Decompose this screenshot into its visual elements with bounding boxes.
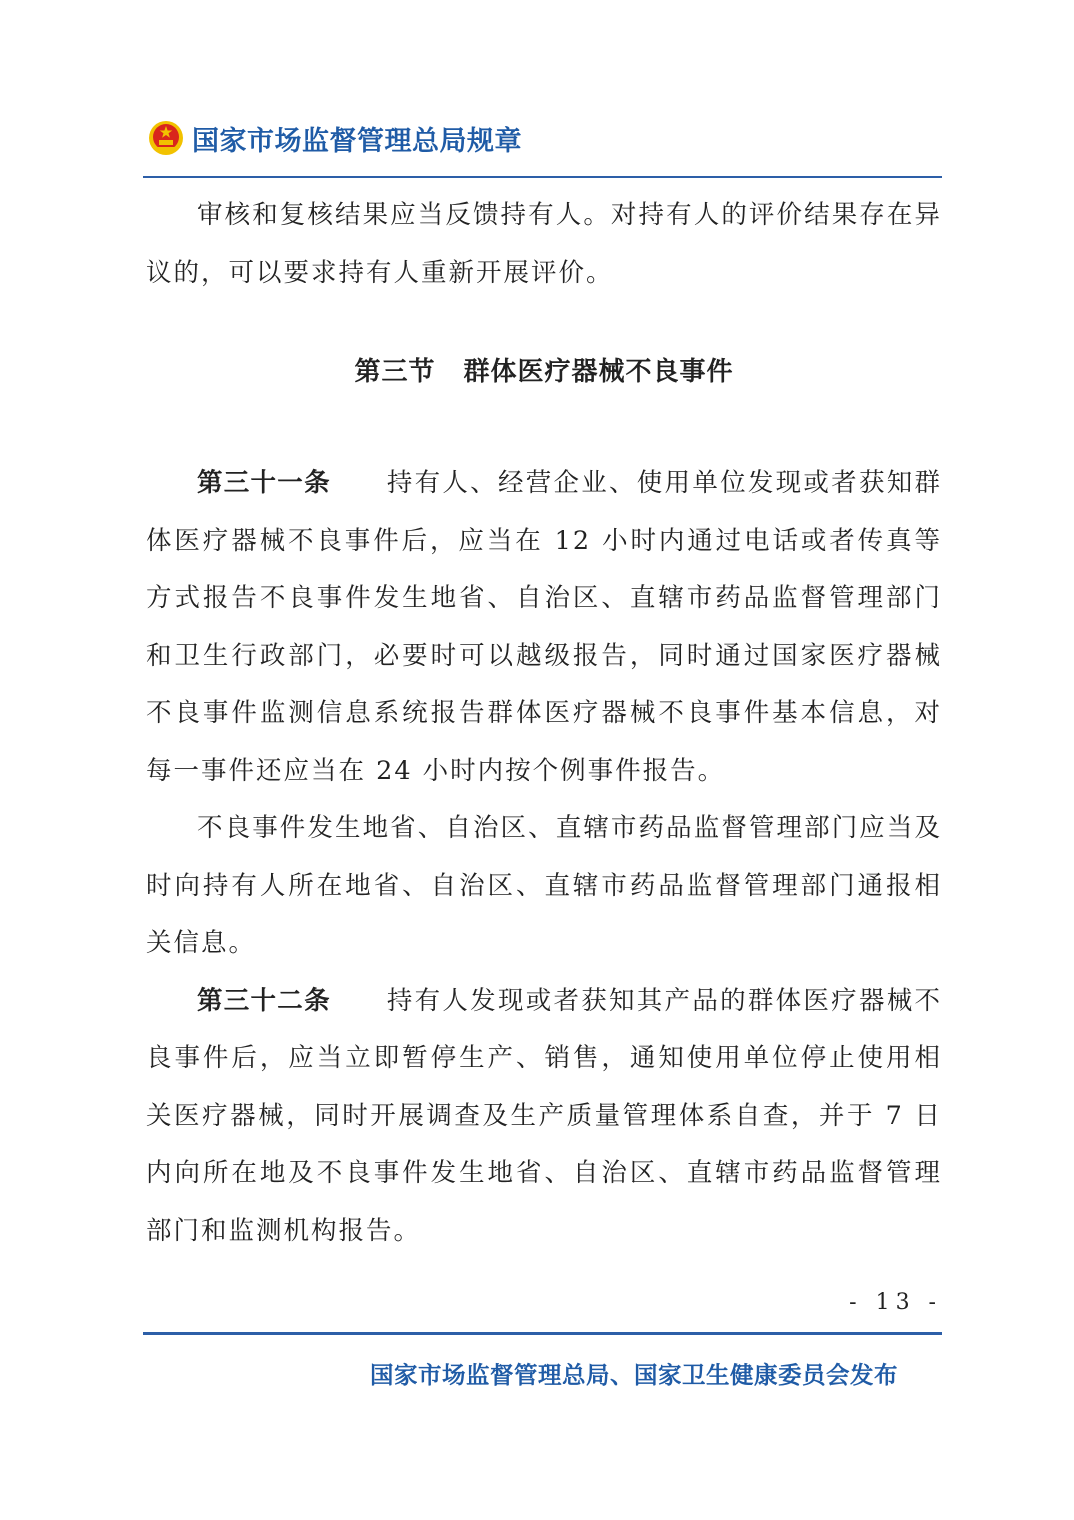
article-31 bbox=[146, 455, 942, 800]
section-title-text: 群体医疗器械不良事件 bbox=[463, 357, 734, 387]
document-body bbox=[146, 187, 942, 1260]
header-title: 国家市场监督管理总局规章 bbox=[192, 125, 522, 157]
footer-publisher: 国家市场监督管理总局、国家卫生健康委员会发布 bbox=[370, 1361, 898, 1389]
article-text: 持有人发现或者获知其产品的群体医疗器械不良事件后，应当立即暂停生产、销售，通知使用单位停止使用相关医疗器械，同时开展调查及生产质量管理体系自查，并于 7 日内向所在地及不良事件发生地省、自治区、直辖市药品监督管理部门和监测机构报告。 bbox=[146, 985, 942, 1246]
page-number: - 13 - bbox=[849, 1290, 942, 1315]
page-header bbox=[148, 116, 522, 160]
paragraph-continuation: 审核和复核结果应当反馈持有人。对持有人的评价结果存在异议的，可以要求持有人重新开展评价。 bbox=[146, 200, 942, 288]
article-32 bbox=[146, 973, 942, 1261]
national-emblem-icon bbox=[148, 120, 184, 156]
section-heading bbox=[146, 302, 942, 455]
header-divider bbox=[143, 176, 942, 178]
article-label: 第三十一条 bbox=[197, 468, 331, 498]
section-number: 第三节 bbox=[354, 357, 436, 387]
article-text: 持有人、经营企业、使用单位发现或者获知群体医疗器械不良事件后，应当在 12 小时内通过电话或者传真等方式报告不良事件发生地省、自治区、直辖市药品监督管理部门和卫生行政部门，必要时可以越级报告，同时通过国家医疗器械不良事件监测信息系统报告群体医疗器械不良事件基本信息，对每一事件还应当在 24 小时内按个例事件报告。 bbox=[146, 468, 942, 786]
article-31-paragraph-2: 不良事件发生地省、自治区、直辖市药品监督管理部门应当及时向持有人所在地省、自治区、直辖市药品监督管理部门通报相关信息。 bbox=[146, 813, 942, 958]
footer-divider bbox=[143, 1332, 942, 1335]
article-label: 第三十二条 bbox=[197, 985, 331, 1016]
